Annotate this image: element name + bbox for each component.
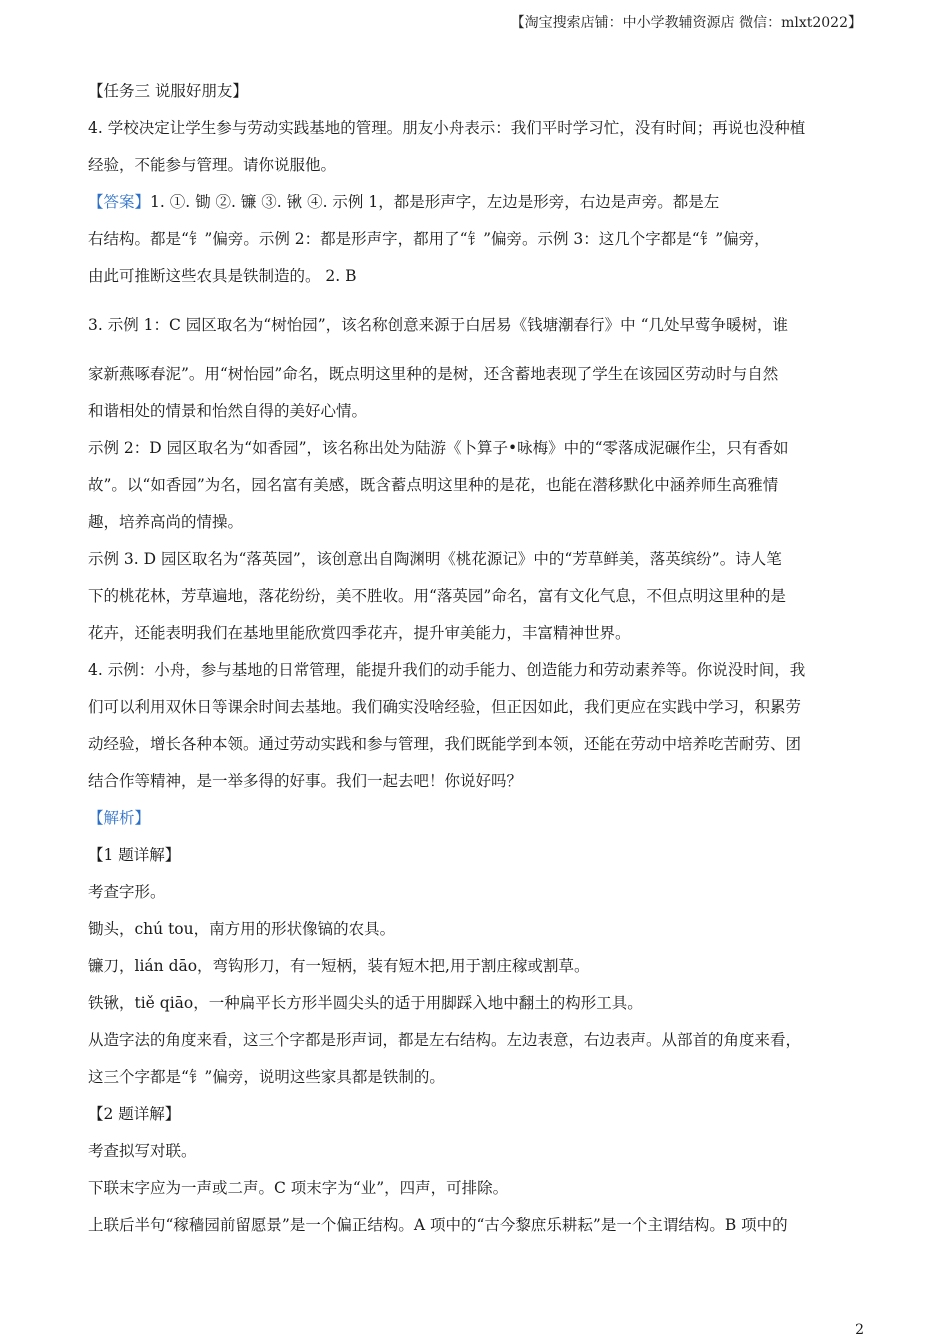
paragraph-line: 趣，培养高尚的情操。 [88,513,244,531]
answer-text: 1. ①. 锄 ②. 镰 ③. 锹 ④. 示例 1，都是形声字，左边是形旁，右边是声旁。都是左 [150,193,720,211]
page-number: 2 [855,1322,864,1338]
paragraph-line: 示例 2：D 园区取名为“如香园”，该名称出处为陆游《卜算子•咏梅》中的“零落成泥碾作尘，只有香如 [88,439,789,457]
paragraph-line: 3. 示例 1：C 园区取名为“树怡园”，该名称创意来源于白居易《钱塘潮春行》中 “几处早莺争暖树，谁 [88,316,788,334]
paragraph-line: 下联末字应为一声或二声。C 项末字为“业”，四声，可排除。 [88,1179,509,1197]
paragraph-line: 下的桃花林，芳草遍地，落花纷纷，美不胜收。用“落英园”命名，富有文化气息，不但点明这里种的是 [88,587,786,605]
paragraph-line: 4. 示例：小舟，参与基地的日常管理，能提升我们的动手能力、创造能力和劳动素养等。你说没时间，我 [88,661,806,679]
paragraph-line: 故”。以“如香园”为名，园名富有美感，既含蓄点明这里种的是花，也能在潜移默化中涵养师生高雅情 [88,476,779,494]
section-heading: 【2 题详解】 [88,1105,181,1123]
paragraph-line: 由此可推断这些农具是铁制造的。 2. B [88,267,357,285]
paragraph-line: 考查拟写对联。 [88,1142,197,1160]
paragraph-line: 结合作等精神，是一举多得的好事。我们一起去吧！你说好吗？ [88,772,523,790]
paragraph-line: 这三个字都是“钅”偏旁，说明这些家具都是铁制的。 [88,1068,445,1086]
paragraph-line: 锄头，chú tou，南方用的形状像镐的农具。 [88,920,396,938]
paragraph-line: 们可以利用双休日等课余时间去基地。我们确实没啥经验，但正因如此，我们更应在实践中学习，积累劳 [88,698,802,716]
answer-label: 【答案】 [88,193,151,211]
paragraph-line: 花卉，还能表明我们在基地里能欣赏四季花卉，提升审美能力，丰富精神世界。 [88,624,631,642]
paragraph-line: 镰刀，lián dāo，弯钩形刀，有一短柄，装有短木把,用于割庄稼或割草。 [88,957,590,975]
paragraph-line: 上联后半句“稼穑园前留愿景”是一个偏正结构。A 项中的“古今黎庶乐耕耘”是一个主谓结构。B 项中的 [88,1216,788,1234]
analysis-label: 【解析】 [88,809,151,827]
answer-line [88,187,864,224]
paragraph-line: 示例 3. D 园区取名为“落英园”，该创意出自陶渊明《桃花源记》中的“芳草鲜美，落英缤纷”。诗人笔 [88,550,782,568]
paragraph-line: 从造字法的角度来看，这三个字都是形声词，都是左右结构。左边表意，右边表声。从部首的角度来看， [88,1031,802,1049]
task-title: 【任务三 说服好朋友】 [88,82,248,100]
document-body [88,76,864,1247]
paragraph-line: 家新燕啄春泥”。用“树怡园”命名，既点明这里种的是树，还含蓄地表现了学生在该园区劳动时与自然 [88,365,779,383]
paragraph-line: 经验，不能参与管理。请你说服他。 [88,156,337,174]
paragraph-line: 右结构。都是“钅”偏旁。示例 2：都是形声字，都用了“钅”偏旁。示例 3：这几个字都是“钅”偏旁， [88,230,770,248]
paragraph-line: 和谐相处的情景和怡然自得的美好心情。 [88,402,368,420]
section-heading: 【1 题详解】 [88,846,181,864]
paragraph-line: 动经验，增长各种本领。通过劳动实践和参与管理，我们既能学到本领，还能在劳动中培养吃苦耐劳、团 [88,735,802,753]
page-header: 【淘宝搜索店铺：中小学教辅资源店 微信：mlxt2022】 [510,15,862,31]
paragraph-line: 考查字形。 [88,883,166,901]
paragraph-line: 4. 学校决定让学生参与劳动实践基地的管理。朋友小舟表示：我们平时学习忙，没有时间；再说也没种植 [88,119,806,137]
paragraph-line: 铁锹，tiě qiāo，一种扁平长方形半圆尖头的适于用脚踩入地中翻土的构形工具。 [88,994,643,1012]
